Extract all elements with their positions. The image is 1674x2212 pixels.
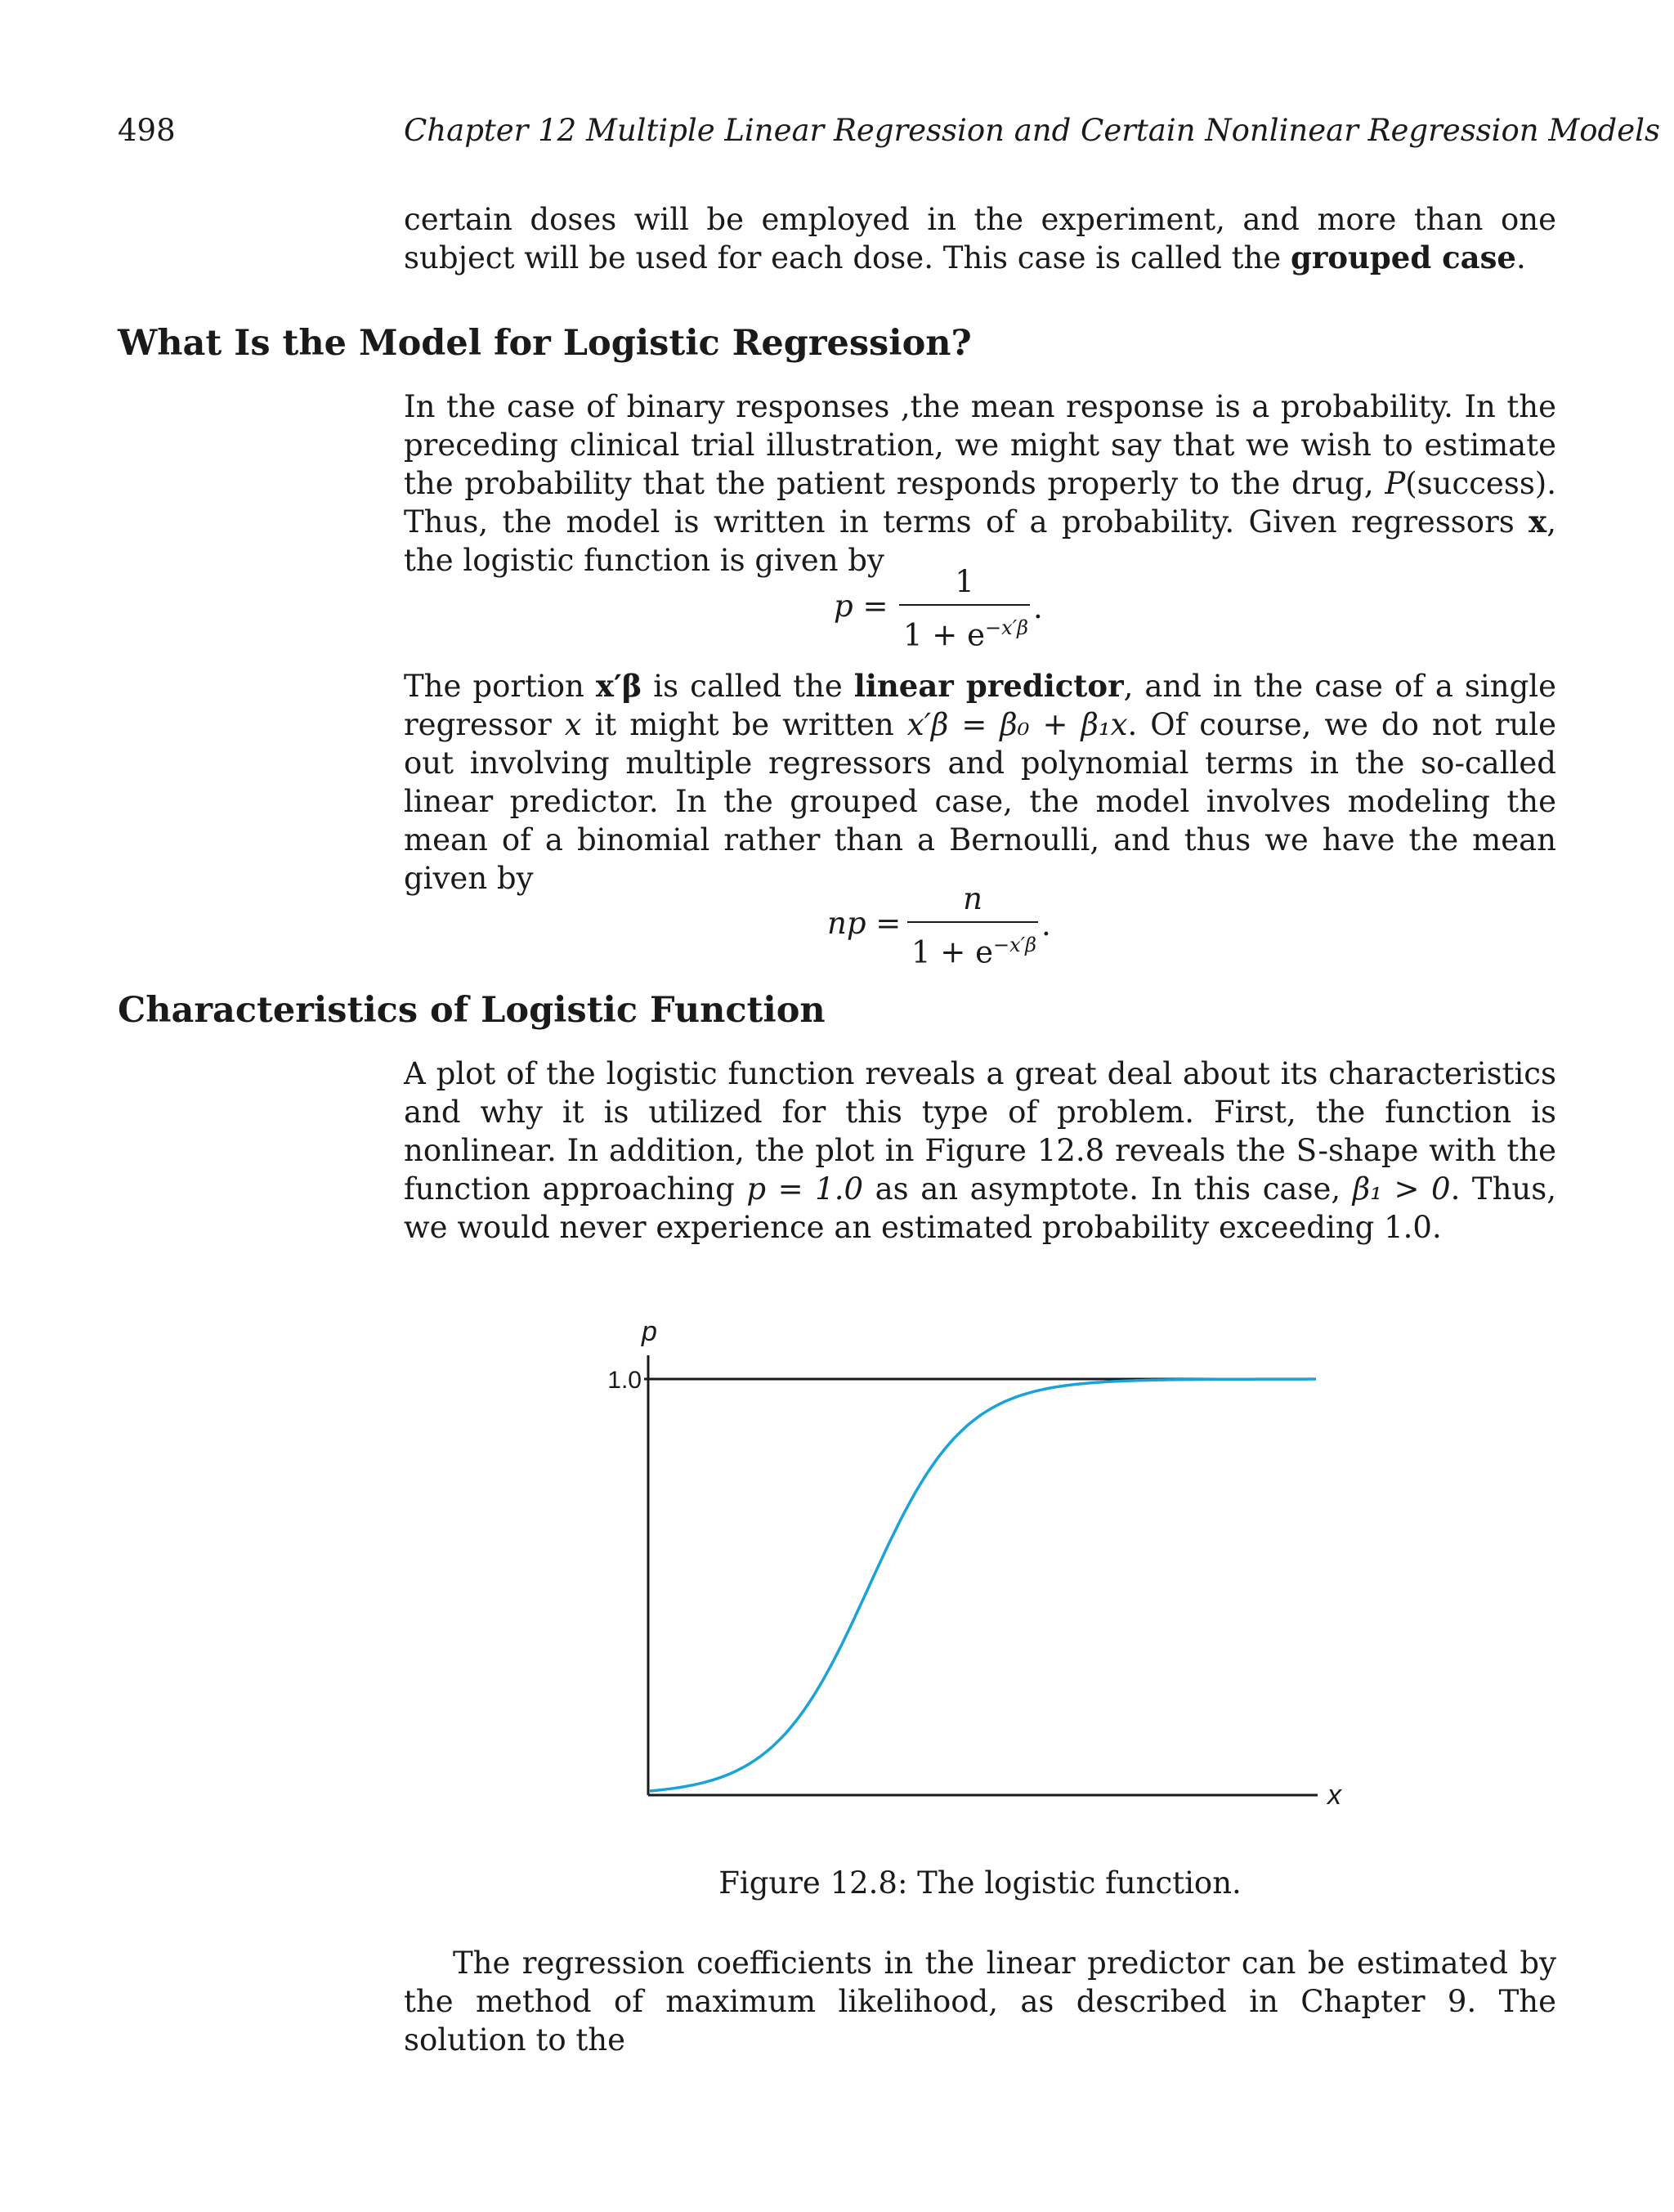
page-number: 498 xyxy=(118,113,176,148)
den-exponent: −x′β xyxy=(984,616,1028,639)
den-exponent-2: −x′β xyxy=(992,934,1036,956)
den-text-2: 1 + e xyxy=(911,934,993,970)
lp-text-e: . Of course, we do not rule out involving multiple regressors and polynomial terms in the so-called linear predictor. In the grouped case, the model involves modeling the mean of a binomial rather than a Bernoulli, and thus we have the mean given by xyxy=(404,707,1557,896)
model-text-c: , the logistic function is given by xyxy=(404,504,1556,578)
model-text-b: (success). Thus, the model is written in terms of a probability. Given regressors xyxy=(404,466,1556,540)
y-tick-label: 1.0 xyxy=(607,1367,642,1394)
equation-logistic-fraction-bar xyxy=(899,604,1030,606)
beta-condition: β₁ > 0 xyxy=(1352,1171,1451,1207)
y-axis-label: p xyxy=(642,1316,657,1347)
p-equals-one: p = 1.0 xyxy=(746,1171,864,1207)
x-vector: x xyxy=(1529,504,1547,540)
grouped-case-term: grouped case xyxy=(1290,240,1516,275)
model-text-a: In the case of binary responses ,the mean response is a probability. In the preceding clinical trial illustration, we might say that we wish to estimate the probability that the patient responds properly to the drug, xyxy=(404,389,1556,501)
model-paragraph xyxy=(404,387,1556,580)
lp-text-d: it might be written xyxy=(581,707,907,742)
char-text-c: . Thus, we would never experience an estimated probability exceeding 1.0. xyxy=(404,1171,1557,1245)
closing-paragraph: The regression coefficients in the linear predictor can be estimated by the method of maximum likelihood, as described in Chapter 9. The solution to the xyxy=(404,1946,1556,2058)
section-heading-characteristics: Characteristics of Logistic Function xyxy=(118,990,826,1031)
running-header: Chapter 12 Multiple Linear Regression and Certain Nonlinear Regression Models xyxy=(404,113,1660,148)
x-axis-label: x xyxy=(1327,1780,1341,1811)
P-symbol: P xyxy=(1385,466,1406,501)
intro-end: . xyxy=(1515,240,1526,275)
intro-paragraph xyxy=(404,200,1556,277)
characteristics-paragraph xyxy=(404,1055,1556,1247)
xbeta-term: x′β xyxy=(595,668,642,704)
equation-binomial-denominator xyxy=(911,927,1036,970)
lp-text-a: The portion xyxy=(404,669,596,704)
linear-predictor-paragraph xyxy=(404,667,1556,898)
lp-text-b: is called the xyxy=(642,669,854,704)
char-text-b: as an asymptote. In this case, xyxy=(863,1171,1353,1207)
linear-predictor-term: linear predictor xyxy=(853,668,1124,704)
equation-binomial-lhs: np = xyxy=(827,906,902,941)
equation-binomial-numerator: n xyxy=(963,881,982,916)
figure-caption: Figure 12.8: The logistic function. xyxy=(718,1865,1242,1901)
equation-binomial-fraction-bar xyxy=(907,921,1038,923)
logistic-curve xyxy=(650,1379,1316,1791)
equation-logistic-denominator xyxy=(903,610,1028,653)
equation-logistic-numerator: 1 xyxy=(955,564,974,599)
char-text-a: A plot of the logistic function reveals a great deal about its characteristics and why it is utilized for this type of problem. First, the function is nonlinear. In addition, the plot in Figure 12.8 reveals the S-shape with the function approaching xyxy=(404,1056,1556,1207)
equation-logistic-period: . xyxy=(1033,590,1043,625)
equation-logistic-lhs: p = xyxy=(834,589,888,624)
logistic-function-chart xyxy=(572,1308,1373,1839)
lp-text-c: , and in the case of a single regressor xyxy=(404,669,1556,742)
linear-predictor-formula: x′β = β₀ + β₁x xyxy=(906,707,1128,742)
section-heading-model: What Is the Model for Logistic Regression? xyxy=(118,323,972,364)
x-variable: x xyxy=(564,707,582,742)
equation-binomial-period: . xyxy=(1041,907,1051,943)
den-text: 1 + e xyxy=(903,617,985,653)
intro-text: certain doses will be employed in the experiment, and more than one subject will be used for each dose. This case is called the xyxy=(404,202,1556,275)
